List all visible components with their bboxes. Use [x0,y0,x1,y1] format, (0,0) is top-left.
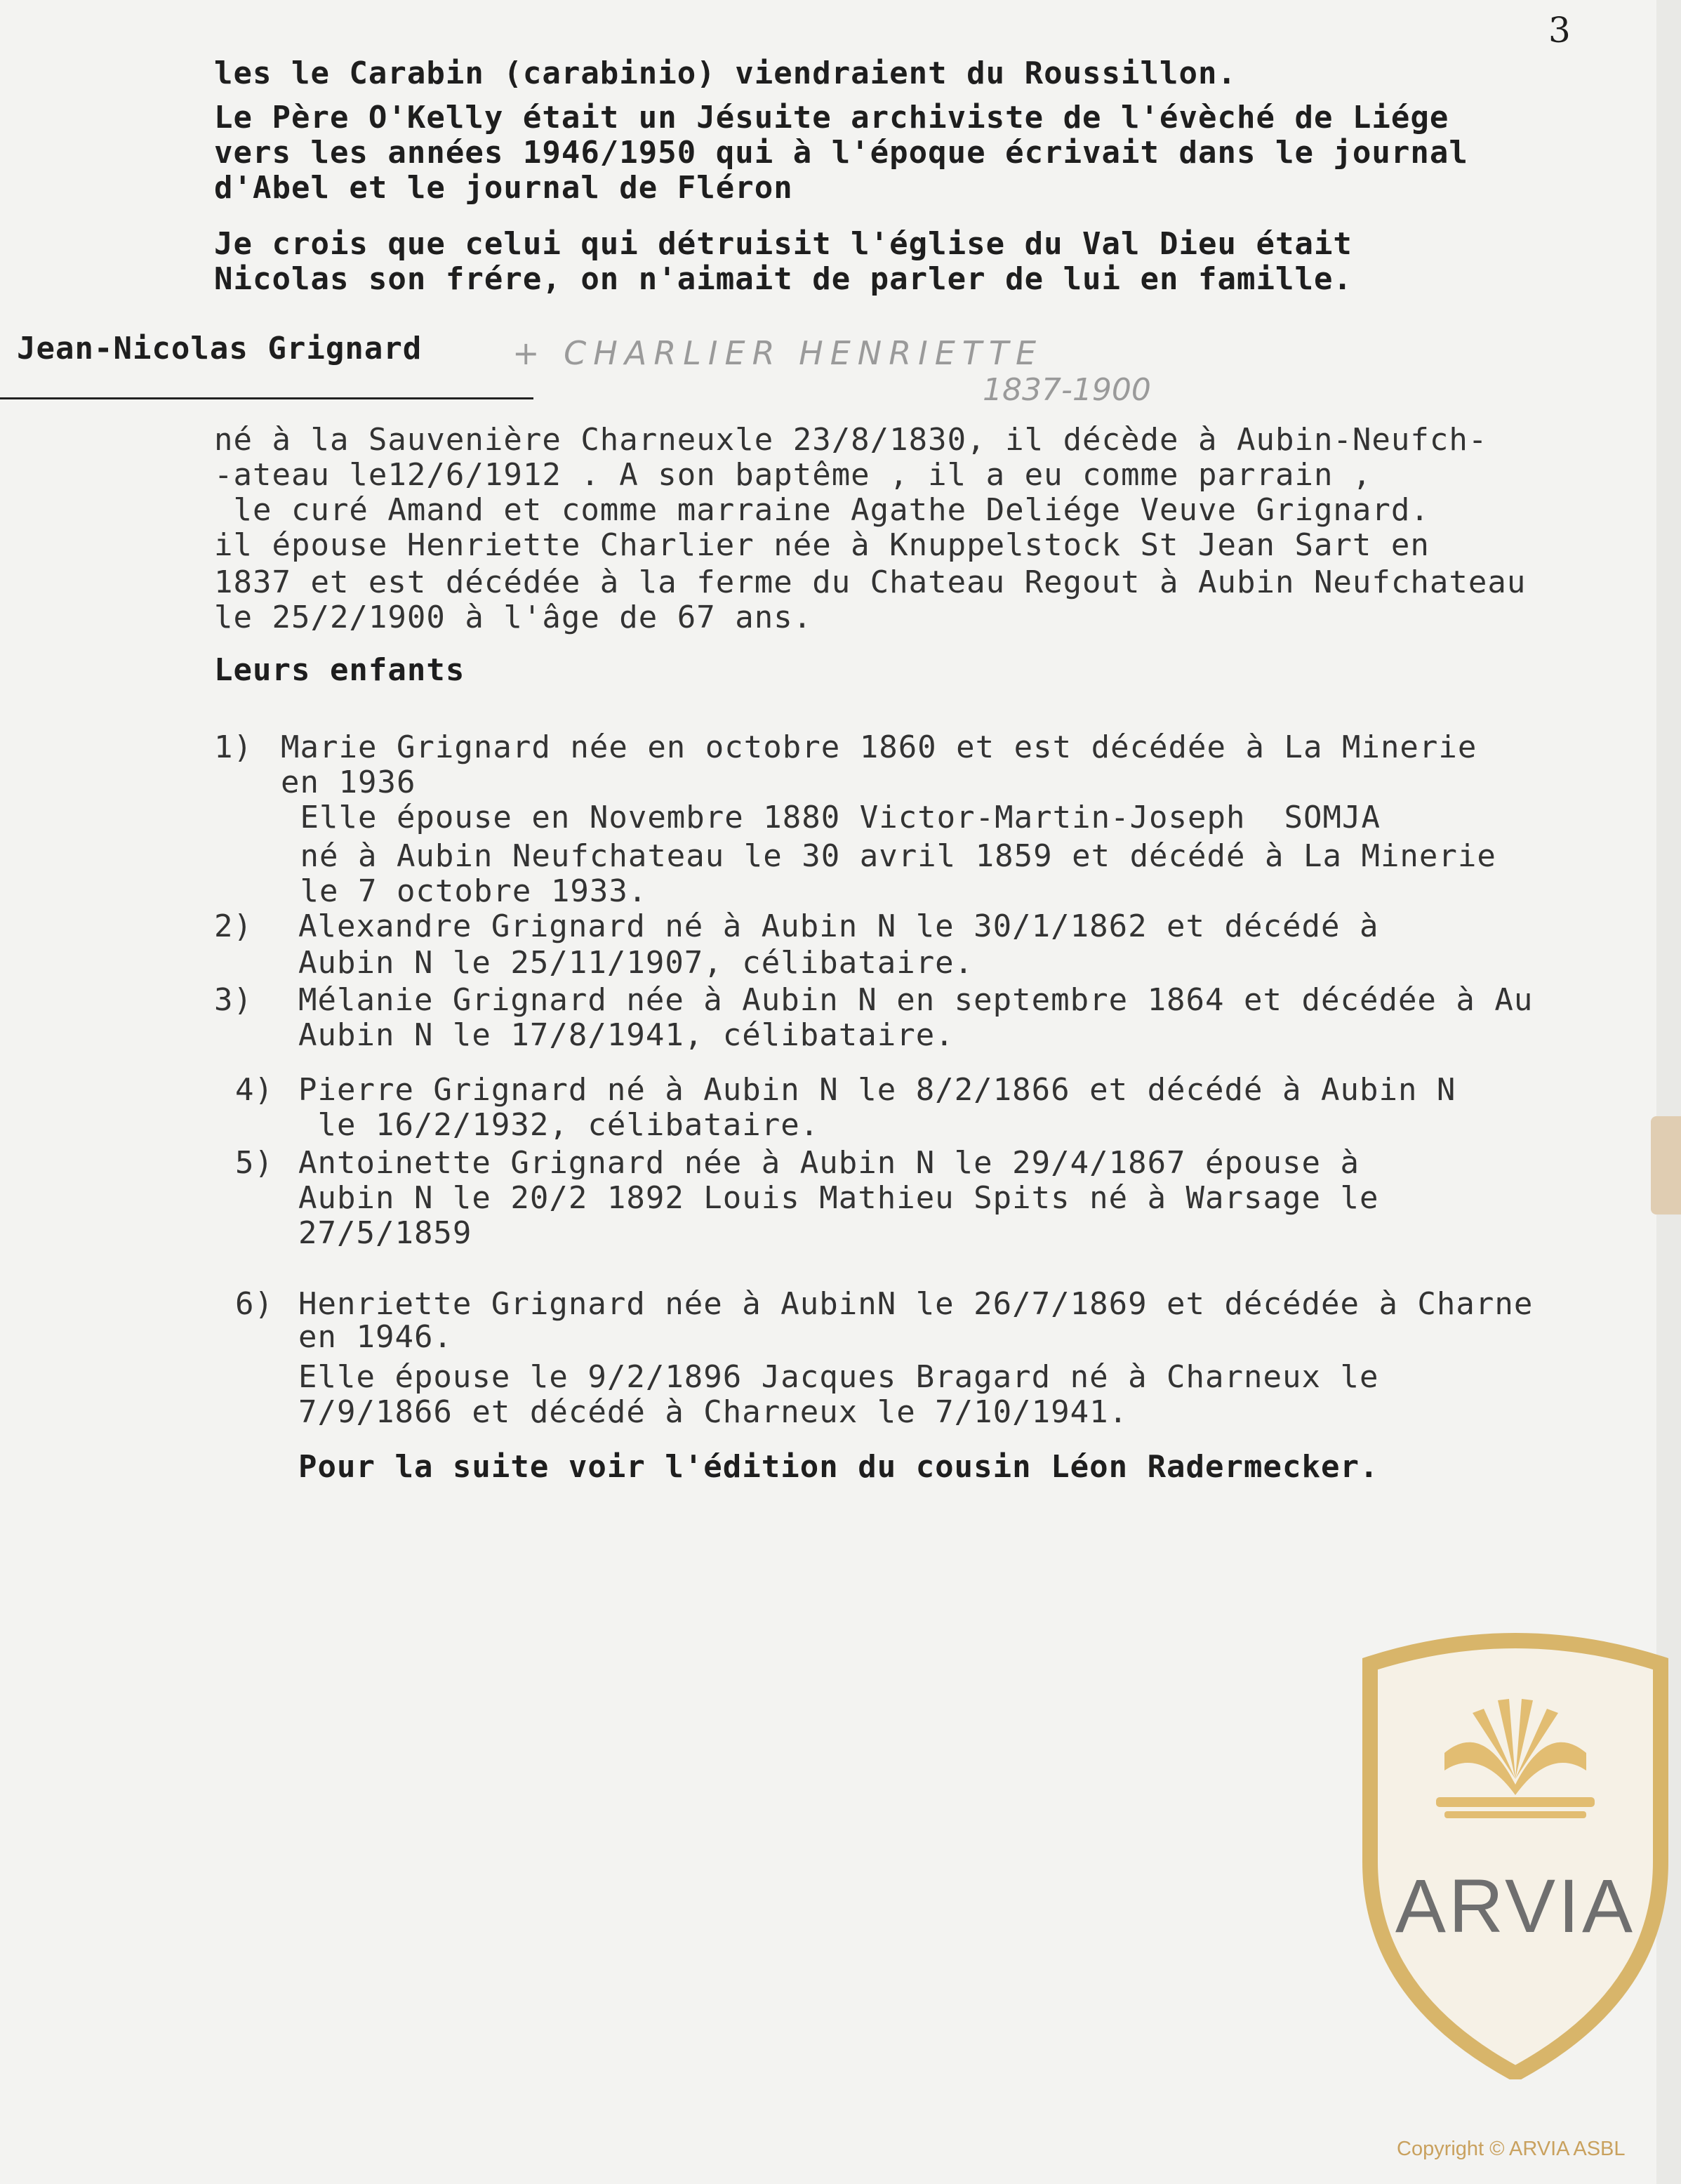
child-number: 4) [235,1072,274,1108]
child-line: en 1936 [281,765,416,800]
child-line: Aubin N le 25/11/1907, célibataire. [298,945,974,981]
intro-line: Le Père O'Kelly était un Jésuite archiviste de l'évèché de Liége [214,100,1449,135]
copyright-notice: Copyright © ARVIA ASBL [1397,2138,1626,2160]
child-number: 5) [235,1145,274,1181]
bio-line: 1837 et est décédée à la ferme du Chateau Regout à Aubin Neufchateau [214,564,1527,600]
child-number: 1) [214,729,253,765]
child-line: Marie Grignard née en octobre 1860 et est décédée à La Minerie [281,729,1477,765]
bio-line: -ateau le12/6/1912 . A son baptême , il a eu comme parrain , [214,457,1372,493]
handwritten-dates: 1837-1900 [983,372,1151,408]
bio-line: né à la Sauvenière Charneuxle 23/8/1830, il décède à Aubin-Neufch- [214,422,1488,458]
logo-text: ARVIA [1395,1863,1636,1948]
child-line: 27/5/1859 [298,1215,472,1251]
handwritten-annotation: + CHARLIER HENRIETTE [512,334,1044,372]
child-number: 3) [214,982,253,1018]
intro-line: Nicolas son frére, on n'aimait de parler de lui en famille. [214,261,1353,297]
child-line: Henriette Grignard née à AubinN le 26/7/1869 et décédée à Charne [298,1286,1534,1322]
bio-line: le 25/2/1900 à l'âge de 67 ans. [214,600,813,635]
child-spouse-line: Elle épouse en Novembre 1880 Victor-Martin-Joseph SOMJA [281,800,1381,835]
bio-line: il épouse Henriette Charlier née à Knuppelstock St Jean Sart en [214,527,1430,563]
child-line: Alexandre Grignard né à Aubin N le 30/1/1862 et décédé à [298,908,1379,944]
children-heading: Leurs enfants [214,652,465,688]
child-line: Mélanie Grignard née à Aubin N en septembre 1864 et décédée à Au [298,982,1534,1018]
logo-shield [1370,1641,1661,2074]
child-number: 2) [214,908,253,944]
child-line: Aubin N le 20/2 1892 Louis Mathieu Spits né à Warsage le [298,1180,1379,1216]
child-line: Antoinette Grignard née à Aubin N le 29/4/1867 épouse à [298,1145,1360,1181]
heading-underline [0,397,533,399]
closing-line: Pour la suite voir l'édition du cousin Léon Radermecker. [298,1449,1379,1485]
child-number: 6) [235,1286,274,1322]
arvia-logo [1360,1630,1670,2079]
intro-line: Je crois que celui qui détruisit l'église du Val Dieu était [214,226,1353,262]
intro-line: les le Carabin (carabinio) viendraient du Roussillon. [214,55,1237,91]
person-heading: Jean-Nicolas Grignard [17,331,423,366]
child-spouse-line: 7/9/1866 et décédé à Charneux le 7/10/1941. [298,1394,1129,1430]
torn-corner [1651,1116,1681,1215]
child-spouse-line: le 7 octobre 1933. [281,873,648,909]
child-line: Pierre Grignard né à Aubin N le 8/2/1866 et décédé à Aubin N [298,1072,1456,1108]
page-number: 3 [1548,10,1571,51]
intro-line: d'Abel et le journal de Fléron [214,170,793,206]
child-spouse-line: Elle épouse le 9/2/1896 Jacques Bragard né à Charneux le [298,1359,1379,1395]
child-spouse-line: né à Aubin Neufchateau le 30 avril 1859 et décédé à La Minerie [281,838,1496,874]
bio-line: le curé Amand et comme marraine Agathe Deliége Veuve Grignard. [214,492,1430,528]
child-line: Aubin N le 17/8/1941, célibataire. [298,1017,955,1053]
intro-line: vers les années 1946/1950 qui à l'époque écrivait dans le journal [214,135,1468,171]
child-line: le 16/2/1932, célibataire. [298,1107,820,1143]
child-line: en 1946. [298,1319,453,1355]
